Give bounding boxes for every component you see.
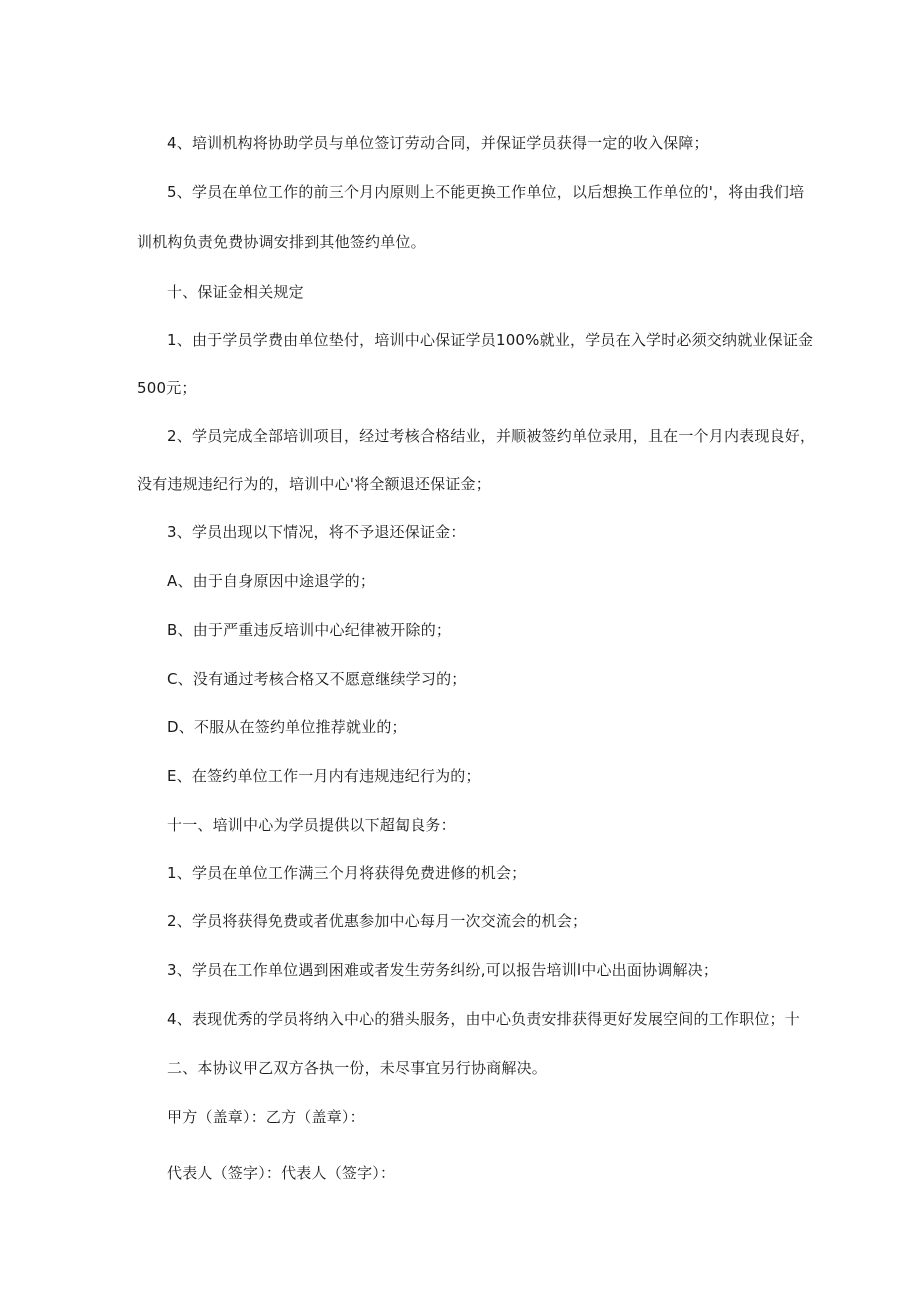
clause-10-item-2-line-1: 2、学员完成全部培训项目，经过考核合格结业，并顺被签约单位录用，且在一个月内表现良好， — [167, 427, 816, 445]
clause-9-item-4: 4、培训机构将协助学员与单位签订劳动合同，并保证学员获得一定的收入保障； — [167, 134, 709, 152]
clause-10-item-3e: E、在签约单位工作一月内有违规违纪行为的； — [167, 767, 481, 785]
clause-10-item-1-line-2: 500元； — [137, 379, 197, 397]
clause-10-item-3a: A、由于自身原因中途退学的； — [167, 572, 376, 590]
party-seal-line: 甲方（盖章）：乙方（盖章）： — [167, 1108, 365, 1126]
clause-9-item-5-line-2: 训机构负责免费协调安排到其他签约单位。 — [137, 233, 426, 251]
clause-10-item-3: 3、学员出现以下情况，将不予退还保证金： — [167, 523, 466, 541]
clause-10-item-1-line-1: 1、由于学员学费由单位垫付，培训中心保证学员100%就业，学员在入学时必须交纳就业保证金 — [167, 331, 814, 349]
clause-11-item-1: 1、学员在单位工作满三个月将获得免费进修的机会； — [167, 864, 527, 882]
section-10-heading: 十、保证金相关规定 — [167, 283, 304, 301]
clause-10-item-2-line-2: 没有违规违纪行为的，培训中心'将全额退还保证金； — [137, 475, 491, 493]
clause-10-item-3c: C、没有通过考核合格又不愿意继续学习的； — [167, 670, 467, 688]
clause-9-item-5-line-1: 5、学员在单位工作的前三个月内原则上不能更换工作单位，以后想换工作单位的'，将由我们培 — [167, 183, 805, 201]
clause-10-item-3b: B、由于严重违反培训中心纪律被开除的； — [167, 621, 452, 639]
clause-10-item-3d: D、不服从在签约单位推荐就业的； — [167, 718, 407, 736]
section-12-text: 二、本协议甲乙双方各执一份，未尽事宜另行协商解决。 — [167, 1059, 548, 1077]
representative-signature-line: 代表人（签字）：代表人（签字）： — [167, 1164, 396, 1182]
clause-11-item-3: 3、学员在工作单位遇到困难或者发生劳务纠纷,可以报告培训l中心出面协调解决； — [167, 961, 719, 979]
section-11-heading: 十一、培训中心为学员提供以下超匐良务： — [167, 816, 456, 834]
clause-11-item-4: 4、表现优秀的学员将纳入中心的猎头服务，由中心负责安排获得更好发展空间的工作职位；十 — [167, 1010, 800, 1028]
clause-11-item-2: 2、学员将获得免费或者优惠参加中心每月一次交流会的机会； — [167, 912, 588, 930]
